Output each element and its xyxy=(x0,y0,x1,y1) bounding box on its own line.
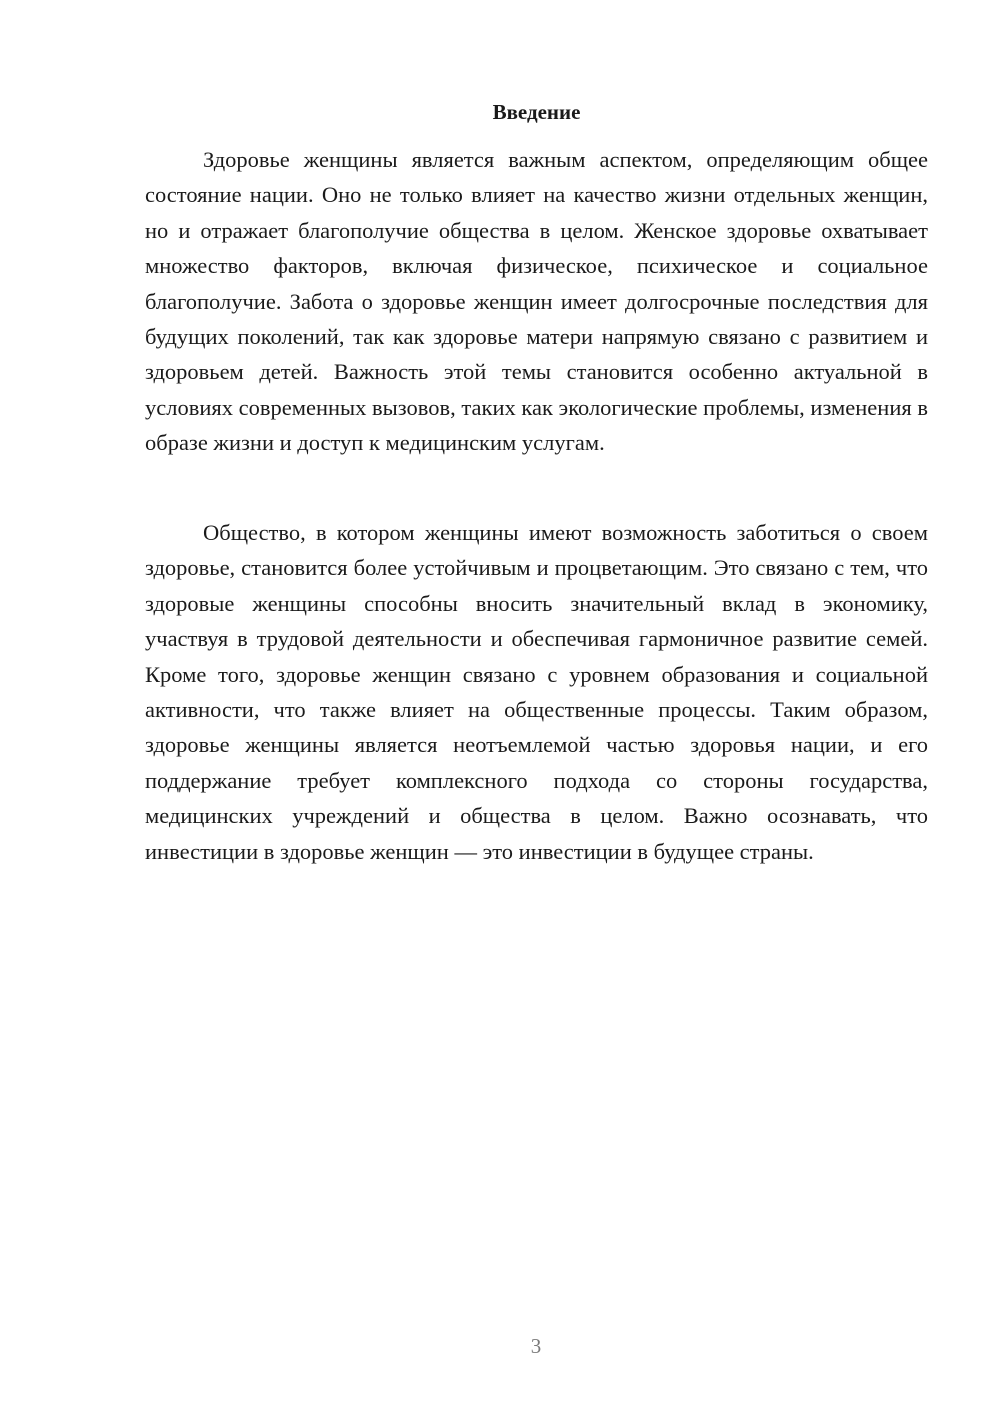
paragraph-2: Общество, в котором женщины имеют возможность заботиться о своем здоровье, становится более устойчивым и процветающим. Это связано с тем, что здоровые женщины способны вносить значительный вклад в экономику, участвуя в трудовой деятельности и обеспечивая гармоничное развитие семей. Кроме того, здоровье женщин связано с уровнем образования и социальной активности, что также влияет на общественные процессы. Таким образом, здоровье женщины является неотъемлемой частью здоровья нации, и его поддержание требует комплексного подхода со стороны государства, медицинских учреждений и общества в целом. Важно осознавать, что инвестиции в здоровье женщин — это инвестиции в будущее страны. xyxy=(145,520,928,864)
page-number: 3 xyxy=(530,1334,542,1358)
section-heading: Введение xyxy=(492,100,581,124)
paragraph-2-block xyxy=(145,515,928,869)
paragraph-1-block xyxy=(145,142,928,461)
paragraph-1: Здоровье женщины является важным аспектом, определяющим общее состояние нации. Оно не только влияет на качество жизни отдельных женщин, но и отражает благополучие общества в целом. Женское здоровье охватывает множество факторов, включая физическое, психическое и социальное благополучие. Забота о здоровье женщин имеет долгосрочные последствия для будущих поколений, так как здоровье матери напрямую связано с развитием и здоровьем детей. Важность этой темы становится особенно актуальной в условиях современных вызовов, таких как экологические проблемы, изменения в образе жизни и доступ к медицинским услугам. xyxy=(145,147,928,456)
